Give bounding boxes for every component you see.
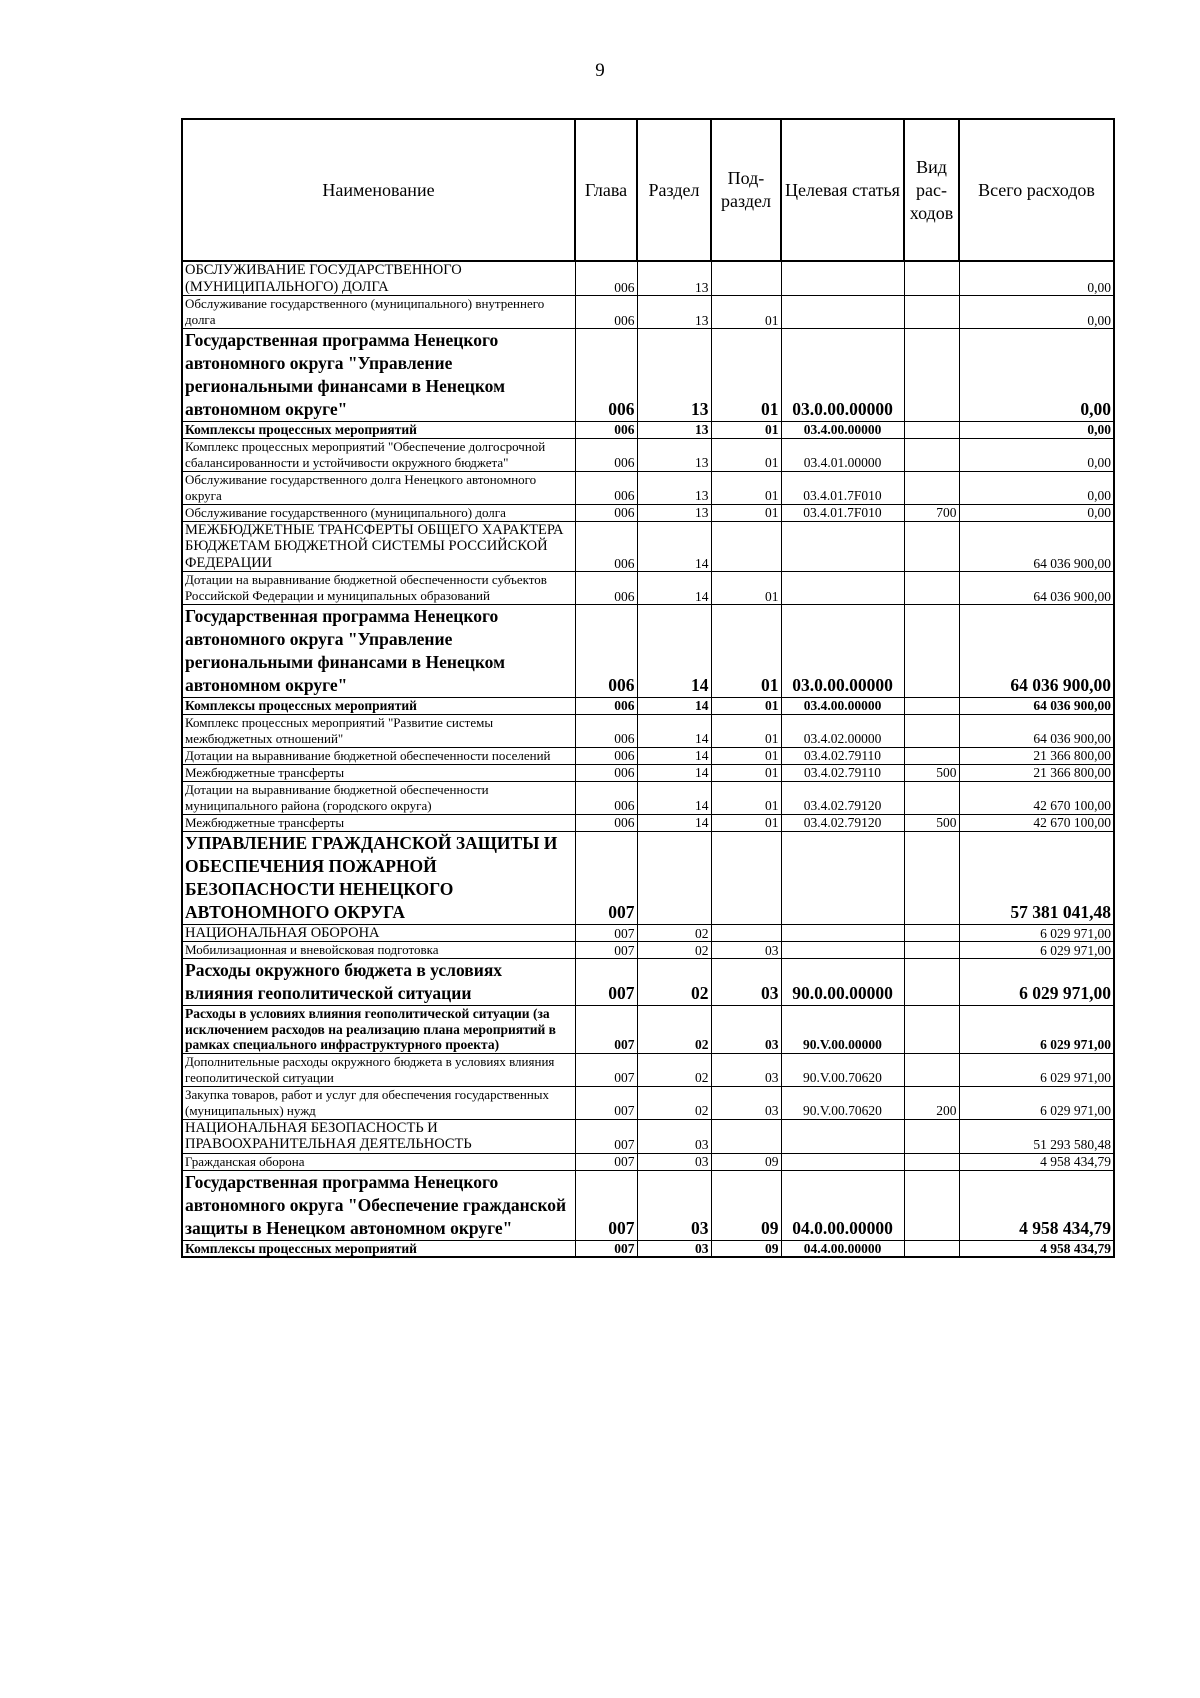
- celevaya-cell: 03.4.00.00000: [781, 422, 904, 439]
- table-row: [182, 1053, 1114, 1086]
- celevaya-cell: [781, 831, 904, 924]
- celevaya-cell: [781, 261, 904, 296]
- name-cell: Дотации на выравнивание бюджетной обеспеченности поселений: [182, 747, 575, 764]
- podrazdel-cell: 01: [711, 781, 781, 814]
- table-row: [182, 521, 1114, 572]
- name-cell: Государственная программа Ненецкого автономного округа "Управление региональными финансами в Ненецком автономном округе": [182, 605, 575, 698]
- table-row: [182, 1170, 1114, 1240]
- table-row: [182, 572, 1114, 605]
- celevaya-cell: 03.4.00.00000: [781, 698, 904, 715]
- name-cell: Государственная программа Ненецкого автономного округа "Обеспечение гражданской защиты в Ненецком автономном округе": [182, 1170, 575, 1240]
- total-cell: 0,00: [959, 471, 1114, 504]
- celevaya-cell: [781, 924, 904, 942]
- glava-cell: 007: [575, 1153, 637, 1170]
- table-row: [182, 814, 1114, 831]
- total-cell: 6 029 971,00: [959, 924, 1114, 942]
- podrazdel-cell: 01: [711, 605, 781, 698]
- table-header-row: [182, 119, 1114, 261]
- razdel-cell: 02: [637, 1086, 711, 1119]
- total-cell: 64 036 900,00: [959, 714, 1114, 747]
- podrazdel-cell: 01: [711, 438, 781, 471]
- name-cell: УПРАВЛЕНИЕ ГРАЖДАНСКОЙ ЗАЩИТЫ И ОБЕСПЕЧЕНИЯ ПОЖАРНОЙ БЕЗОПАСНОСТИ НЕНЕЦКОГО АВТОНОМНОГО ОКРУГА: [182, 831, 575, 924]
- vid-cell: [904, 1153, 959, 1170]
- glava-cell: 006: [575, 698, 637, 715]
- celevaya-cell: 03.0.00.00000: [781, 329, 904, 422]
- razdel-cell: 13: [637, 422, 711, 439]
- glava-cell: 007: [575, 1086, 637, 1119]
- total-cell: 0,00: [959, 261, 1114, 296]
- celevaya-cell: 90.V.00.00000: [781, 1006, 904, 1054]
- name-cell: НАЦИОНАЛЬНАЯ БЕЗОПАСНОСТЬ И ПРАВООХРАНИТЕЛЬНАЯ ДЕЯТЕЛЬНОСТЬ: [182, 1119, 575, 1153]
- razdel-cell: 03: [637, 1240, 711, 1257]
- celevaya-cell: 90.0.00.00000: [781, 959, 904, 1006]
- total-cell: 64 036 900,00: [959, 572, 1114, 605]
- table-row: [182, 781, 1114, 814]
- celevaya-cell: [781, 296, 904, 329]
- glava-cell: 006: [575, 764, 637, 781]
- header-celevaya: Целевая статья: [781, 119, 904, 261]
- celevaya-cell: 04.0.00.00000: [781, 1170, 904, 1240]
- glava-cell: 006: [575, 329, 637, 422]
- budget-table: [181, 118, 1115, 1258]
- name-cell: НАЦИОНАЛЬНАЯ ОБОРОНА: [182, 924, 575, 942]
- total-cell: 42 670 100,00: [959, 814, 1114, 831]
- vid-cell: [904, 261, 959, 296]
- name-cell: ОБСЛУЖИВАНИЕ ГОСУДАРСТВЕННОГО (МУНИЦИПАЛЬНОГО) ДОЛГА: [182, 261, 575, 296]
- podrazdel-cell: 01: [711, 504, 781, 521]
- table-row: [182, 1006, 1114, 1054]
- vid-cell: [904, 1170, 959, 1240]
- razdel-cell: 13: [637, 504, 711, 521]
- glava-cell: 006: [575, 605, 637, 698]
- podrazdel-cell: 01: [711, 747, 781, 764]
- table-row: [182, 471, 1114, 504]
- glava-cell: 007: [575, 1119, 637, 1153]
- celevaya-cell: [781, 942, 904, 959]
- name-cell: Межбюджетные трансферты: [182, 764, 575, 781]
- vid-cell: [904, 698, 959, 715]
- razdel-cell: 02: [637, 959, 711, 1006]
- glava-cell: 006: [575, 572, 637, 605]
- vid-cell: 500: [904, 814, 959, 831]
- razdel-cell: 14: [637, 521, 711, 572]
- glava-cell: 006: [575, 471, 637, 504]
- name-cell: Комплекс процессных мероприятий "Развитие системы межбюджетных отношений": [182, 714, 575, 747]
- celevaya-cell: 03.4.02.79120: [781, 781, 904, 814]
- glava-cell: 006: [575, 747, 637, 764]
- vid-cell: [904, 1119, 959, 1153]
- vid-cell: [904, 781, 959, 814]
- podrazdel-cell: [711, 924, 781, 942]
- table-row: [182, 1240, 1114, 1257]
- razdel-cell: 14: [637, 747, 711, 764]
- name-cell: Государственная программа Ненецкого автономного округа "Управление региональными финансами в Ненецком автономном округе": [182, 329, 575, 422]
- podrazdel-cell: 01: [711, 329, 781, 422]
- podrazdel-cell: 01: [711, 422, 781, 439]
- razdel-cell: 14: [637, 605, 711, 698]
- vid-cell: [904, 572, 959, 605]
- table-row: [182, 504, 1114, 521]
- razdel-cell: 02: [637, 1006, 711, 1054]
- name-cell: Дополнительные расходы окружного бюджета в условиях влияния геополитической ситуации: [182, 1053, 575, 1086]
- celevaya-cell: 03.4.02.79110: [781, 747, 904, 764]
- glava-cell: 007: [575, 942, 637, 959]
- total-cell: 21 366 800,00: [959, 764, 1114, 781]
- name-cell: Межбюджетные трансферты: [182, 814, 575, 831]
- page-number: 9: [595, 60, 605, 81]
- table-row: [182, 698, 1114, 715]
- podrazdel-cell: [711, 1119, 781, 1153]
- vid-cell: [904, 924, 959, 942]
- header-total: Всего расходов: [959, 119, 1114, 261]
- total-cell: 4 958 434,79: [959, 1170, 1114, 1240]
- celevaya-cell: 03.4.02.79120: [781, 814, 904, 831]
- glava-cell: 006: [575, 422, 637, 439]
- table-row: [182, 422, 1114, 439]
- celevaya-cell: [781, 1119, 904, 1153]
- glava-cell: 007: [575, 831, 637, 924]
- table-row: [182, 605, 1114, 698]
- celevaya-cell: 04.4.00.00000: [781, 1240, 904, 1257]
- total-cell: 6 029 971,00: [959, 1006, 1114, 1054]
- name-cell: Комплексы процессных мероприятий: [182, 1240, 575, 1257]
- razdel-cell: 02: [637, 942, 711, 959]
- total-cell: 0,00: [959, 296, 1114, 329]
- table-row: [182, 747, 1114, 764]
- razdel-cell: [637, 831, 711, 924]
- podrazdel-cell: 03: [711, 1086, 781, 1119]
- glava-cell: 007: [575, 1240, 637, 1257]
- name-cell: Мобилизационная и вневойсковая подготовка: [182, 942, 575, 959]
- vid-cell: [904, 296, 959, 329]
- podrazdel-cell: 01: [711, 572, 781, 605]
- podrazdel-cell: [711, 261, 781, 296]
- podrazdel-cell: 09: [711, 1153, 781, 1170]
- razdel-cell: 14: [637, 698, 711, 715]
- name-cell: Обслуживание государственного долга Ненецкого автономного округа: [182, 471, 575, 504]
- name-cell: Расходы окружного бюджета в условиях влияния геополитической ситуации: [182, 959, 575, 1006]
- podrazdel-cell: 03: [711, 942, 781, 959]
- podrazdel-cell: [711, 521, 781, 572]
- razdel-cell: 13: [637, 471, 711, 504]
- glava-cell: 007: [575, 1053, 637, 1086]
- vid-cell: 700: [904, 504, 959, 521]
- celevaya-cell: 03.4.01.00000: [781, 438, 904, 471]
- podrazdel-cell: [711, 831, 781, 924]
- razdel-cell: 13: [637, 296, 711, 329]
- podrazdel-cell: 01: [711, 814, 781, 831]
- total-cell: 0,00: [959, 438, 1114, 471]
- razdel-cell: 13: [637, 329, 711, 422]
- name-cell: Дотации на выравнивание бюджетной обеспеченности субъектов Российской Федерации и муниципальных образований: [182, 572, 575, 605]
- razdel-cell: 14: [637, 814, 711, 831]
- total-cell: 6 029 971,00: [959, 942, 1114, 959]
- table-row: [182, 296, 1114, 329]
- vid-cell: [904, 1006, 959, 1054]
- total-cell: 57 381 041,48: [959, 831, 1114, 924]
- name-cell: Закупка товаров, работ и услуг для обеспечения государственных (муниципальных) нужд: [182, 1086, 575, 1119]
- glava-cell: 006: [575, 714, 637, 747]
- vid-cell: [904, 471, 959, 504]
- vid-cell: [904, 714, 959, 747]
- table-row: [182, 959, 1114, 1006]
- podrazdel-cell: 01: [711, 764, 781, 781]
- celevaya-cell: 90.V.00.70620: [781, 1053, 904, 1086]
- podrazdel-cell: 01: [711, 471, 781, 504]
- table-row: [182, 764, 1114, 781]
- total-cell: 42 670 100,00: [959, 781, 1114, 814]
- celevaya-cell: 03.4.01.7F010: [781, 471, 904, 504]
- vid-cell: [904, 1240, 959, 1257]
- total-cell: 0,00: [959, 504, 1114, 521]
- name-cell: Дотации на выравнивание бюджетной обеспеченности муниципального района (городского округа): [182, 781, 575, 814]
- podrazdel-cell: 03: [711, 959, 781, 1006]
- celevaya-cell: 90.V.00.70620: [781, 1086, 904, 1119]
- glava-cell: 006: [575, 521, 637, 572]
- razdel-cell: 13: [637, 438, 711, 471]
- podrazdel-cell: 09: [711, 1170, 781, 1240]
- podrazdel-cell: 01: [711, 296, 781, 329]
- glava-cell: 006: [575, 781, 637, 814]
- total-cell: 0,00: [959, 422, 1114, 439]
- total-cell: 6 029 971,00: [959, 1086, 1114, 1119]
- header-razdel: Раздел: [637, 119, 711, 261]
- razdel-cell: 03: [637, 1119, 711, 1153]
- name-cell: Обслуживание государственного (муниципального) долга: [182, 504, 575, 521]
- total-cell: 6 029 971,00: [959, 959, 1114, 1006]
- table-row: [182, 942, 1114, 959]
- razdel-cell: 03: [637, 1153, 711, 1170]
- razdel-cell: 14: [637, 781, 711, 814]
- total-cell: 64 036 900,00: [959, 605, 1114, 698]
- razdel-cell: 14: [637, 714, 711, 747]
- vid-cell: [904, 605, 959, 698]
- glava-cell: 006: [575, 261, 637, 296]
- total-cell: 64 036 900,00: [959, 698, 1114, 715]
- podrazdel-cell: 09: [711, 1240, 781, 1257]
- total-cell: 4 958 434,79: [959, 1153, 1114, 1170]
- total-cell: 0,00: [959, 329, 1114, 422]
- table-row: [182, 1153, 1114, 1170]
- celevaya-cell: 03.0.00.00000: [781, 605, 904, 698]
- name-cell: Гражданская оборона: [182, 1153, 575, 1170]
- name-cell: МЕЖБЮДЖЕТНЫЕ ТРАНСФЕРТЫ ОБЩЕГО ХАРАКТЕРА БЮДЖЕТАМ БЮДЖЕТНОЙ СИСТЕМЫ РОССИЙСКОЙ ФЕДЕРАЦИИ: [182, 521, 575, 572]
- vid-cell: [904, 747, 959, 764]
- table-row: [182, 329, 1114, 422]
- table-row: [182, 1086, 1114, 1119]
- celevaya-cell: 03.4.02.00000: [781, 714, 904, 747]
- glava-cell: 007: [575, 1006, 637, 1054]
- table-row: [182, 438, 1114, 471]
- header-vid: Вид рас-ходов: [904, 119, 959, 261]
- header-name: Наименование: [182, 119, 575, 261]
- vid-cell: [904, 1053, 959, 1086]
- table-row: [182, 924, 1114, 942]
- razdel-cell: 02: [637, 924, 711, 942]
- vid-cell: [904, 329, 959, 422]
- celevaya-cell: [781, 521, 904, 572]
- podrazdel-cell: 03: [711, 1006, 781, 1054]
- vid-cell: 500: [904, 764, 959, 781]
- vid-cell: [904, 831, 959, 924]
- total-cell: 21 366 800,00: [959, 747, 1114, 764]
- podrazdel-cell: 01: [711, 714, 781, 747]
- glava-cell: 007: [575, 1170, 637, 1240]
- glava-cell: 006: [575, 504, 637, 521]
- glava-cell: 006: [575, 438, 637, 471]
- razdel-cell: 02: [637, 1053, 711, 1086]
- table-row: [182, 261, 1114, 296]
- name-cell: Обслуживание государственного (муниципального) внутреннего долга: [182, 296, 575, 329]
- total-cell: 4 958 434,79: [959, 1240, 1114, 1257]
- razdel-cell: 14: [637, 764, 711, 781]
- total-cell: 64 036 900,00: [959, 521, 1114, 572]
- table-row: [182, 831, 1114, 924]
- glava-cell: 006: [575, 296, 637, 329]
- header-podrazdel: Под-раздел: [711, 119, 781, 261]
- name-cell: Комплекс процессных мероприятий "Обеспечение долгосрочной сбалансированности и устойчивости окружного бюджета": [182, 438, 575, 471]
- total-cell: 51 293 580,48: [959, 1119, 1114, 1153]
- podrazdel-cell: 03: [711, 1053, 781, 1086]
- celevaya-cell: 03.4.01.7F010: [781, 504, 904, 521]
- name-cell: Расходы в условиях влияния геополитической ситуации (за исключением расходов на реализацию плана мероприятий в рамках специального инфраструктурного проекта): [182, 1006, 575, 1054]
- vid-cell: [904, 942, 959, 959]
- vid-cell: [904, 521, 959, 572]
- total-cell: 6 029 971,00: [959, 1053, 1114, 1086]
- table-body: [182, 261, 1114, 1257]
- name-cell: Комплексы процессных мероприятий: [182, 698, 575, 715]
- glava-cell: 007: [575, 959, 637, 1006]
- podrazdel-cell: 01: [711, 698, 781, 715]
- celevaya-cell: [781, 1153, 904, 1170]
- table-row: [182, 714, 1114, 747]
- glava-cell: 007: [575, 924, 637, 942]
- table-row: [182, 1119, 1114, 1153]
- glava-cell: 006: [575, 814, 637, 831]
- celevaya-cell: 03.4.02.79110: [781, 764, 904, 781]
- vid-cell: [904, 438, 959, 471]
- vid-cell: [904, 422, 959, 439]
- razdel-cell: 13: [637, 261, 711, 296]
- name-cell: Комплексы процессных мероприятий: [182, 422, 575, 439]
- vid-cell: [904, 959, 959, 1006]
- header-glava: Глава: [575, 119, 637, 261]
- vid-cell: 200: [904, 1086, 959, 1119]
- celevaya-cell: [781, 572, 904, 605]
- razdel-cell: 03: [637, 1170, 711, 1240]
- razdel-cell: 14: [637, 572, 711, 605]
